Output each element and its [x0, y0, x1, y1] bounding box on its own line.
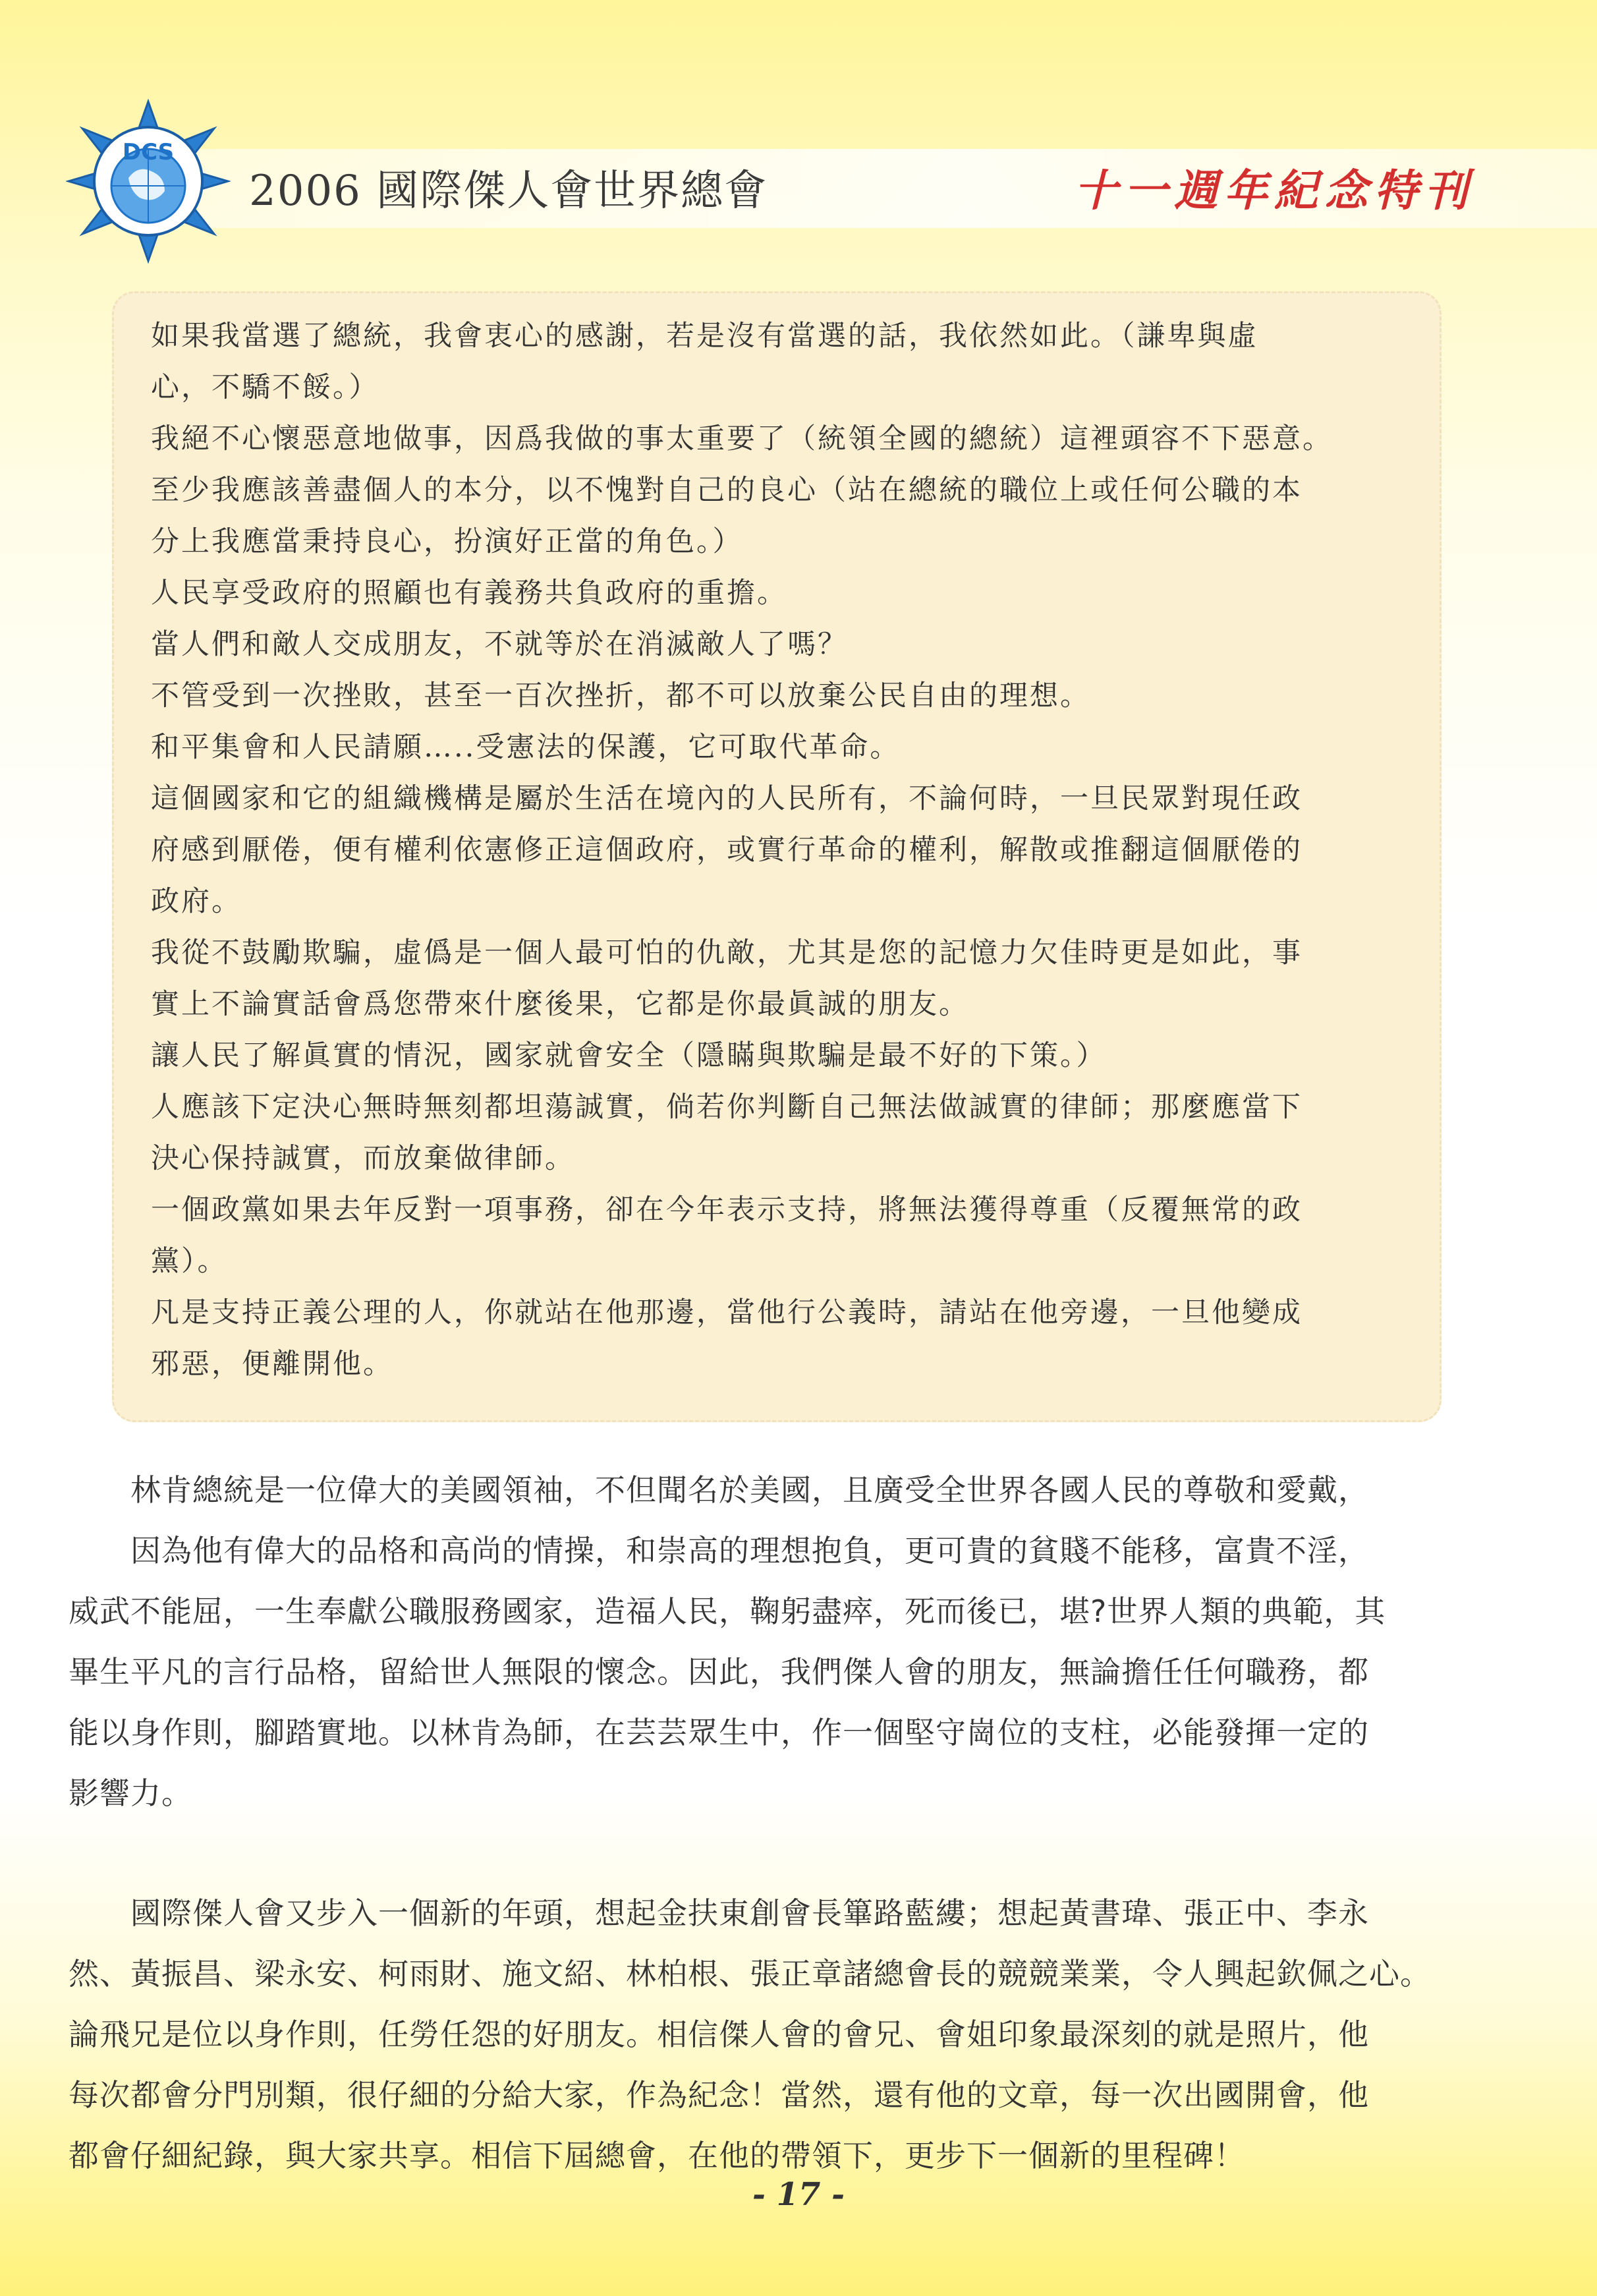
quote-line: 政府。 [151, 885, 242, 918]
lincoln-quotes-box [112, 291, 1442, 1422]
page-number: - 17 - [752, 2176, 845, 2213]
body-line: 威武不能屈，一生奉獻公職服務國家，造福人民，鞠躬盡瘁，死而後已，堪?世界人類的典範，其 [69, 1593, 1386, 1629]
body-line: 能以身作則，腳踏實地。以林肯為師，在芸芸眾生中，作一個堅守崗位的支柱，必能發揮一定的 [69, 1715, 1369, 1750]
quote-line: 分上我應當秉持良心，扮演好正當的角色。） [151, 525, 743, 558]
quote-line: 當人們和敵人交成朋友，不就等於在消滅敵人了嗎？ [151, 628, 848, 661]
body-line: 論飛兄是位以身作則，任勞任怨的好朋友。相信傑人會的會兄、會姐印象最深刻的就是照片，他 [69, 2017, 1369, 2052]
quote-line: 邪惡，便離開他。 [151, 1348, 393, 1381]
quote-line: 心，不驕不餒。） [151, 371, 379, 404]
quote-line: 凡是支持正義公理的人，你就站在他那邊，當他行公義時，請站在他旁邊，一旦他變成 [151, 1296, 1303, 1329]
quote-line: 我從不鼓勵欺騙，虛僞是一個人最可怕的仇敵，尤其是您的記憶力欠佳時更是如此，事 [151, 936, 1303, 969]
dcs-logo [66, 99, 231, 264]
body-line: 都會仔細紀錄，與大家共享。相信下屆總會，在他的帶領下，更步下一個新的里程碑！ [69, 2138, 1245, 2173]
quote-line: 人民享受政府的照顧也有義務共負政府的重擔。 [151, 577, 787, 610]
body-line: 國際傑人會又步入一個新的年頭，想起金扶東創會長篳路藍縷；想起黃書瑋、張正中、李永 [69, 1895, 1369, 1931]
quote-line: 我絕不心懷惡意地做事，因爲我做的事太重要了（統領全國的總統）這裡頭容不下惡意。 [151, 422, 1333, 455]
quote-line: 決心保持誠實，而放棄做律師。 [151, 1142, 575, 1175]
body-line: 因為他有偉大的品格和高尚的情操，和崇高的理想抱負，更可貴的貧賤不能移，富貴不淫， [69, 1533, 1369, 1568]
body-line: 林肯總統是一位偉大的美國領袖，不但聞名於美國，且廣受全世界各國人民的尊敬和愛戴， [69, 1472, 1369, 1508]
logo-text: DCS [122, 139, 175, 165]
quote-line: 府感到厭倦，便有權利依憲修正這個政府，或實行革命的權利，解散或推翻這個厭倦的 [151, 834, 1303, 867]
quote-line: 這個國家和它的組織機構是屬於生活在境內的人民所有，不論何時，一旦民眾對現任政 [151, 782, 1303, 815]
quote-line: 讓人民了解眞實的情況，國家就會安全（隱瞞與欺騙是最不好的下策。） [151, 1039, 1107, 1072]
special-edition-title: 十一週年紀念特刊 [1074, 165, 1474, 216]
body-line: 影響力。 [69, 1775, 192, 1811]
quote-line: 人應該下定決心無時無刻都坦蕩誠實，倘若你判斷自己無法做誠實的律師；那麼應當下 [151, 1091, 1303, 1124]
quote-line: 黨）。 [151, 1245, 228, 1278]
paragraph-gap [69, 1823, 1472, 1883]
header-title: 2006 國際傑人會世界總會 [249, 167, 768, 215]
quote-line: 如果我當選了總統，我會衷心的感謝，若是沒有當選的話，我依然如此。（謙卑與虛 [151, 320, 1258, 353]
body-line: 然、黃振昌、梁永安、柯雨財、施文紹、林柏根、張正章諸總會長的競競業業，令人興起欽佩之心。 [69, 1956, 1431, 1992]
quote-line: 至少我應該善盡個人的本分，以不愧對自己的良心（站在總統的職位上或任何公職的本 [151, 474, 1303, 507]
quote-line: 和平集會和人民請願…..受憲法的保護，它可取代革命。 [151, 731, 901, 764]
quote-line: 一個政黨如果去年反對一項事務，卻在今年表示支持，將無法獲得尊重（反覆無常的政 [151, 1193, 1303, 1226]
body-line: 每次都會分門別類，很仔細的分給大家，作為紀念！當然，還有他的文章，每一次出國開會，他 [69, 2077, 1369, 2113]
quote-line: 不管受到一次挫敗，甚至一百次挫折，都不可以放棄公民自由的理想。 [151, 679, 1090, 712]
quote-line: 實上不論實話會爲您帶來什麼後果，它都是你最眞誠的朋友。 [151, 988, 969, 1021]
article-body [69, 1460, 1472, 2186]
body-line: 畢生平凡的言行品格，留給世人無限的懷念。因此，我們傑人會的朋友，無論擔任任何職務，都 [69, 1654, 1369, 1690]
